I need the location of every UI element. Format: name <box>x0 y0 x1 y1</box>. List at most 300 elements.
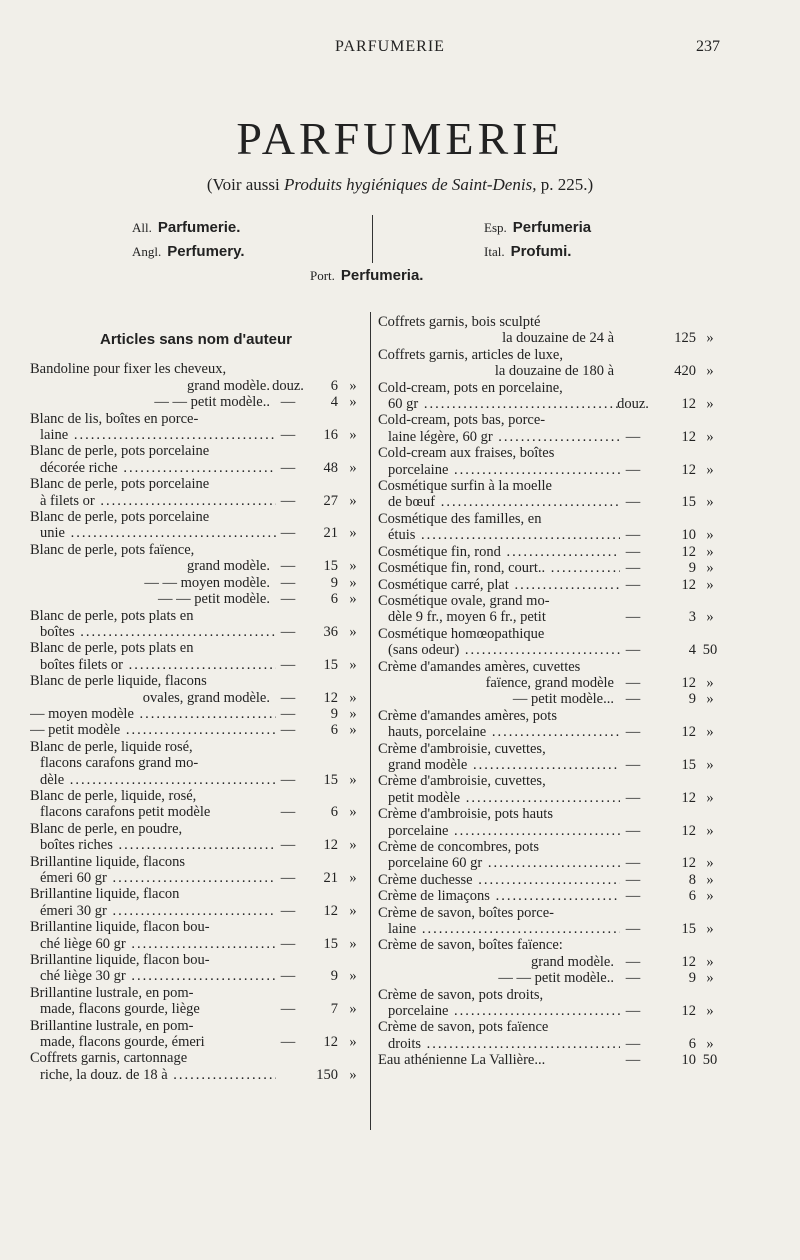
price-entry <box>30 411 362 444</box>
entry-last-line <box>378 330 620 346</box>
price-fraction: » <box>706 609 714 626</box>
price-fraction: » <box>349 427 357 444</box>
entry-description-line: Bandoline pour fixer les cheveux, <box>30 361 227 378</box>
price-unit: — <box>625 855 641 872</box>
translation-spanish <box>484 219 591 237</box>
entry-last-line <box>378 970 620 986</box>
entry-last-line <box>30 591 276 607</box>
price-fraction: » <box>706 756 714 773</box>
price-entry <box>378 511 720 544</box>
language-abbrev: Angl. <box>132 244 162 259</box>
price-unit: — <box>280 902 296 919</box>
price-entry <box>378 380 720 413</box>
price-entry <box>378 659 720 692</box>
entry-last-line <box>30 968 276 984</box>
see-also-note <box>0 175 800 195</box>
price-entry <box>378 593 720 626</box>
entry-last-line <box>30 460 276 476</box>
entry-last-line <box>30 722 276 738</box>
price-amount: 6 <box>330 591 338 608</box>
entry-price-row <box>378 363 720 379</box>
translation-italian <box>484 243 571 261</box>
entry-price-row <box>30 378 362 394</box>
price-fraction: » <box>349 1001 357 1018</box>
price-amount: 15 <box>681 494 696 511</box>
price-entry <box>378 544 720 560</box>
entry-description-line: Brillantine lustrale, en pom- <box>30 984 194 1001</box>
entry-last-line <box>378 1036 620 1052</box>
price-fraction: » <box>349 1034 357 1051</box>
price-unit: — <box>625 789 641 806</box>
price-entry <box>30 509 362 542</box>
price-amount: 15 <box>681 921 696 938</box>
price-unit: — <box>280 837 296 854</box>
price-unit: — <box>280 689 296 706</box>
entry-price-row <box>378 954 720 970</box>
entry-last-text: Crème de limaçons <box>378 888 490 905</box>
price-unit: douz. <box>272 377 304 394</box>
price-entry <box>30 886 362 919</box>
entry-description-line: Brillantine liquide, flacon bou- <box>30 919 210 936</box>
price-entry <box>378 905 720 938</box>
price-unit: — <box>280 804 296 821</box>
see-also-reference: Produits hygiéniques de Saint-Denis, <box>284 175 537 194</box>
language-abbrev: Ital. <box>484 244 505 259</box>
price-fraction: » <box>706 494 714 511</box>
price-entry <box>30 706 362 722</box>
entry-description-line: Cosmétique ovale, grand mo- <box>378 592 550 609</box>
price-unit: — <box>625 1003 641 1020</box>
entry-description-line: Brillantine liquide, flacon <box>30 886 180 903</box>
price-entry <box>378 937 720 970</box>
entry-last-text: flacons carafons petit modèle <box>40 804 211 821</box>
entry-price-row <box>30 493 362 509</box>
entry-last-line <box>30 1034 276 1050</box>
entry-price-row <box>378 609 720 625</box>
price-unit: — <box>280 771 296 788</box>
entry-price-row <box>378 396 720 412</box>
price-entry <box>378 577 720 593</box>
entry-last-text: grand modèle. <box>531 953 614 970</box>
entry-price-row <box>378 462 720 478</box>
price-fraction: » <box>349 902 357 919</box>
price-amount: 420 <box>674 363 696 380</box>
entry-last-text: hauts, porcelaine <box>388 724 487 741</box>
entry-last-text: — petit modèle... <box>512 691 614 708</box>
entry-price-row <box>30 394 362 410</box>
price-unit: — <box>625 494 641 511</box>
price-fraction: » <box>706 855 714 872</box>
entry-price-row <box>378 1003 720 1019</box>
price-amount: 12 <box>323 837 338 854</box>
entry-description-line: Crème d'ambroisie, cuvettes, <box>378 773 546 790</box>
left-column <box>30 332 362 1083</box>
entry-last-text: Cosmétique carré, plat <box>378 576 509 593</box>
price-unit: — <box>625 756 641 773</box>
entry-last-line <box>30 493 276 509</box>
price-unit: — <box>625 642 641 659</box>
price-amount: 12 <box>681 789 696 806</box>
entry-price-row <box>378 724 720 740</box>
entry-description-line: Coffrets garnis, bois sculpté <box>378 314 541 330</box>
entry-price-row <box>378 675 720 691</box>
entry-last-line <box>378 429 620 445</box>
entry-description-line: Cosmétique surfin à la moelle <box>378 478 552 495</box>
entry-description-line: Crème d'ambroisie, cuvettes, <box>378 740 546 757</box>
entry-last-text: porcelaine 60 gr <box>388 855 483 872</box>
entry-last-text: grand modèle <box>388 756 468 773</box>
price-entry <box>30 854 362 887</box>
entry-price-row <box>30 657 362 673</box>
price-fraction: » <box>349 705 357 722</box>
entry-description-line: Crème de concombres, pots <box>378 839 540 855</box>
entry-description-line: Blanc de perle, pots faïence, <box>30 541 195 558</box>
price-entry <box>30 575 362 591</box>
price-amount: 15 <box>323 656 338 673</box>
entry-description-line: Brillantine liquide, flacons <box>30 853 186 870</box>
entry-last-line <box>30 1001 276 1017</box>
price-fraction: » <box>706 953 714 970</box>
entry-last-text: — — moyen modèle. <box>144 574 270 591</box>
price-entry <box>30 361 362 394</box>
price-unit: — <box>625 576 641 593</box>
entry-description-line: Crème d'ambroisie, pots hauts <box>378 806 553 823</box>
price-entry <box>378 445 720 478</box>
entry-last-text: grand modèle. <box>187 558 270 575</box>
price-fraction: » <box>349 1066 357 1083</box>
price-fraction: » <box>349 935 357 952</box>
entry-price-row <box>378 527 720 543</box>
price-fraction: » <box>349 459 357 476</box>
entry-last-text: made, flacons gourde, liège <box>40 1001 200 1018</box>
entry-last-line <box>378 724 620 740</box>
price-entry <box>378 888 720 904</box>
language-abbrev: All. <box>132 220 152 235</box>
price-amount: 12 <box>323 902 338 919</box>
section-heading: Articles sans nom d'auteur <box>100 331 292 348</box>
price-unit: — <box>625 674 641 691</box>
entry-description-line: Crème d'amandes amères, pots <box>378 707 557 724</box>
price-entry <box>378 691 720 707</box>
price-unit: — <box>280 1034 296 1051</box>
entry-description-line: Blanc de perle, en poudre, <box>30 820 183 837</box>
entry-last-text: émeri 60 gr <box>40 870 107 886</box>
entry-last-text: de bœuf <box>388 494 436 511</box>
price-entry <box>378 708 720 741</box>
price-amount: 12 <box>323 689 338 706</box>
price-entry <box>378 773 720 806</box>
entry-last-line <box>30 936 276 952</box>
price-fraction: 50 <box>702 642 718 659</box>
entry-description-line: Blanc de perle, liquide rosé, <box>30 738 193 755</box>
entry-price-row <box>378 494 720 510</box>
price-entry <box>30 788 362 821</box>
entry-price-row <box>378 921 720 937</box>
entry-last-line <box>30 525 276 541</box>
entry-last-text: dèle 9 fr., moyen 6 fr., petit <box>388 609 546 626</box>
price-fraction: » <box>706 1003 714 1020</box>
entry-last-text: droits <box>388 1035 422 1052</box>
price-fraction: » <box>706 724 714 741</box>
price-fraction: » <box>706 543 714 560</box>
price-entry <box>30 476 362 509</box>
entry-description-line: Blanc de perle, pots plats en <box>30 640 194 657</box>
price-unit: — <box>625 543 641 560</box>
price-amount: 125 <box>674 330 696 347</box>
price-amount: 12 <box>681 1003 696 1020</box>
price-amount: 12 <box>681 461 696 478</box>
price-amount: 6 <box>330 377 338 394</box>
price-entry <box>378 347 720 380</box>
entry-last-text: (sans odeur) <box>388 642 460 659</box>
entry-last-line <box>30 378 276 394</box>
price-entry <box>378 872 720 888</box>
translated-term: Perfumeria <box>512 219 592 236</box>
entry-last-line <box>378 363 620 379</box>
price-entry <box>30 608 362 641</box>
entry-last-line <box>378 823 620 839</box>
entry-last-line <box>378 560 620 576</box>
price-fraction: » <box>349 623 357 640</box>
entry-description-line: Brillantine liquide, flacon bou- <box>30 952 210 969</box>
entry-description-line: Blanc de perle, pots porcelaine <box>30 476 210 493</box>
price-amount: 150 <box>316 1066 338 1083</box>
entry-price-row <box>378 642 720 658</box>
price-unit: — <box>280 870 296 886</box>
entry-last-text: grand modèle. <box>187 377 270 394</box>
entry-description-line: flacons carafons grand mo- <box>40 755 199 772</box>
price-amount: 12 <box>681 543 696 560</box>
entry-description-line: Blanc de perle liquide, flacons <box>30 673 207 690</box>
entry-description-line: Blanc de perle, pots porcelaine <box>30 509 210 526</box>
language-abbrev: Port. <box>310 268 335 283</box>
price-unit: — <box>625 691 641 708</box>
entry-price-row <box>30 558 362 574</box>
entry-price-row <box>378 691 720 707</box>
entry-last-text: porcelaine <box>388 822 449 839</box>
entry-price-row <box>30 804 362 820</box>
price-fraction: » <box>706 560 714 577</box>
price-entry <box>30 739 362 788</box>
translated-term: Profumi. <box>510 243 572 260</box>
entry-last-line <box>378 396 620 412</box>
price-unit: — <box>625 888 641 905</box>
price-fraction: » <box>706 1035 714 1052</box>
price-unit: — <box>625 822 641 839</box>
translated-term: Parfumerie. <box>157 219 241 236</box>
price-amount: 15 <box>323 935 338 952</box>
entry-price-row <box>30 772 362 788</box>
price-unit: — <box>280 935 296 952</box>
entry-last-text: boîtes <box>40 623 75 640</box>
entry-price-row <box>30 722 362 738</box>
price-amount: 6 <box>688 888 696 905</box>
entry-price-row <box>30 706 362 722</box>
price-fraction: » <box>706 691 714 708</box>
entry-last-text: — — petit modèle.. <box>154 394 270 411</box>
price-fraction: » <box>706 396 714 413</box>
entry-price-row <box>378 560 720 576</box>
price-entry <box>378 839 720 872</box>
price-fraction: » <box>706 888 714 905</box>
entry-price-row <box>30 690 362 706</box>
price-entry <box>378 314 720 347</box>
entry-description-line: Coffrets garnis, cartonnage <box>30 1050 188 1067</box>
entry-last-text: riche, la douz. de 18 à <box>40 1066 168 1083</box>
entry-last-text: émeri 30 gr <box>40 902 107 919</box>
entry-description-line: Coffrets garnis, articles de luxe, <box>378 346 563 363</box>
entry-last-text: Crème duchesse <box>378 871 473 888</box>
price-entry <box>30 985 362 1018</box>
price-fraction: » <box>706 330 714 347</box>
entry-description-line: Crème de savon, pots droits, <box>378 986 544 1003</box>
entry-price-row <box>378 1036 720 1052</box>
entry-description-line: Blanc de perle, liquide, rosé, <box>30 787 197 804</box>
entry-last-text: — — petit modèle.. <box>498 970 614 987</box>
entry-last-line <box>30 772 276 788</box>
price-fraction: » <box>706 970 714 987</box>
price-entry <box>30 919 362 952</box>
entry-price-row <box>30 591 362 607</box>
price-amount: 12 <box>323 1034 338 1051</box>
entry-last-text: Cosmétique fin, rond, court.. <box>378 560 546 577</box>
entry-last-line <box>378 642 620 658</box>
translation-portuguese <box>310 267 423 285</box>
price-fraction: » <box>349 574 357 591</box>
price-fraction: » <box>706 674 714 691</box>
price-unit: — <box>625 428 641 445</box>
price-unit: — <box>625 953 641 970</box>
entry-last-line <box>378 757 620 773</box>
price-amount: 9 <box>330 968 338 985</box>
entry-price-row <box>378 888 720 904</box>
price-fraction: » <box>349 804 357 821</box>
entry-last-line <box>30 575 276 591</box>
entry-last-line <box>378 921 620 937</box>
price-entry <box>378 987 720 1020</box>
entry-price-row <box>378 970 720 986</box>
price-entry <box>30 722 362 738</box>
price-unit: — <box>280 558 296 575</box>
price-entry <box>378 970 720 986</box>
price-entry <box>30 542 362 575</box>
see-also-prefix: (Voir aussi <box>206 175 280 194</box>
price-unit: douz. <box>617 396 649 413</box>
entry-last-line <box>378 494 620 510</box>
entry-last-text: ché liège 30 gr <box>40 968 126 985</box>
price-fraction: » <box>349 591 357 608</box>
entry-last-text: faïence, grand modèle <box>485 674 614 691</box>
entry-last-text: étuis <box>388 527 416 544</box>
price-unit: — <box>280 705 296 722</box>
entry-last-line <box>378 675 620 691</box>
price-unit: — <box>280 623 296 640</box>
price-amount: 9 <box>330 574 338 591</box>
entry-price-row <box>378 757 720 773</box>
price-amount: 6 <box>330 804 338 821</box>
entry-last-text: laine <box>40 427 69 444</box>
price-entry <box>378 626 720 659</box>
entry-price-row <box>378 1052 720 1068</box>
entry-last-text: boîtes filets or <box>40 656 123 673</box>
entry-price-row <box>30 525 362 541</box>
running-header <box>60 38 720 58</box>
price-unit: — <box>625 1035 641 1052</box>
entry-description-line: Crème de savon, pots faïence <box>378 1019 549 1036</box>
entry-last-text: Cosmétique fin, rond <box>378 543 501 560</box>
price-unit: — <box>280 968 296 985</box>
entry-price-row <box>30 936 362 952</box>
price-entry <box>378 1052 720 1068</box>
entry-price-row <box>378 823 720 839</box>
entry-last-text: Eau athénienne La Vallière... <box>378 1052 546 1069</box>
entry-last-text: 60 gr <box>388 396 419 413</box>
entry-price-row <box>378 790 720 806</box>
price-amount: 36 <box>323 623 338 640</box>
entry-last-line <box>30 624 276 640</box>
entry-price-row <box>30 1034 362 1050</box>
entry-last-line <box>378 790 620 806</box>
entry-last-line <box>378 888 620 904</box>
price-entry <box>30 673 362 706</box>
entry-last-line <box>30 558 276 574</box>
entry-last-text: boîtes riches <box>40 837 113 854</box>
price-amount: 10 <box>681 1052 696 1069</box>
entry-description-line: Brillantine lustrale, en pom- <box>30 1017 194 1034</box>
entry-last-text: ovales, grand modèle. <box>142 689 270 706</box>
price-fraction: » <box>706 428 714 445</box>
price-unit: — <box>280 722 296 739</box>
price-amount: 9 <box>688 691 696 708</box>
price-amount: 7 <box>330 1001 338 1018</box>
entry-last-text: petit modèle <box>388 789 461 806</box>
price-amount: 48 <box>323 459 338 476</box>
entry-last-text: porcelaine <box>388 1003 449 1020</box>
price-amount: 16 <box>323 427 338 444</box>
price-fraction: » <box>349 656 357 673</box>
price-amount: 8 <box>688 871 696 888</box>
price-unit: — <box>625 609 641 626</box>
price-fraction: » <box>706 789 714 806</box>
translation-divider <box>372 215 373 263</box>
price-fraction: » <box>349 968 357 985</box>
entry-last-line <box>30 804 276 820</box>
entry-price-row <box>378 544 720 560</box>
price-amount: 10 <box>681 527 696 544</box>
entry-last-line <box>378 855 620 871</box>
price-amount: 15 <box>323 771 338 788</box>
price-fraction: » <box>349 837 357 854</box>
price-amount: 21 <box>323 525 338 542</box>
entry-last-text: laine légère, 60 gr <box>388 428 493 445</box>
entry-last-text: la douzaine de 24 à <box>502 330 614 347</box>
translated-term: Perfumery. <box>167 243 245 260</box>
price-unit: — <box>280 591 296 608</box>
price-unit: — <box>280 574 296 591</box>
price-unit: — <box>280 1001 296 1018</box>
price-amount: 12 <box>681 822 696 839</box>
entry-price-row <box>30 837 362 853</box>
price-unit: — <box>625 527 641 544</box>
price-amount: 12 <box>681 855 696 872</box>
price-amount: 6 <box>330 722 338 739</box>
entry-price-row <box>30 1001 362 1017</box>
translations-block <box>110 215 670 285</box>
entry-price-row <box>30 1067 362 1083</box>
price-fraction: » <box>349 525 357 542</box>
entry-last-line <box>378 609 620 625</box>
entry-price-row <box>378 429 720 445</box>
